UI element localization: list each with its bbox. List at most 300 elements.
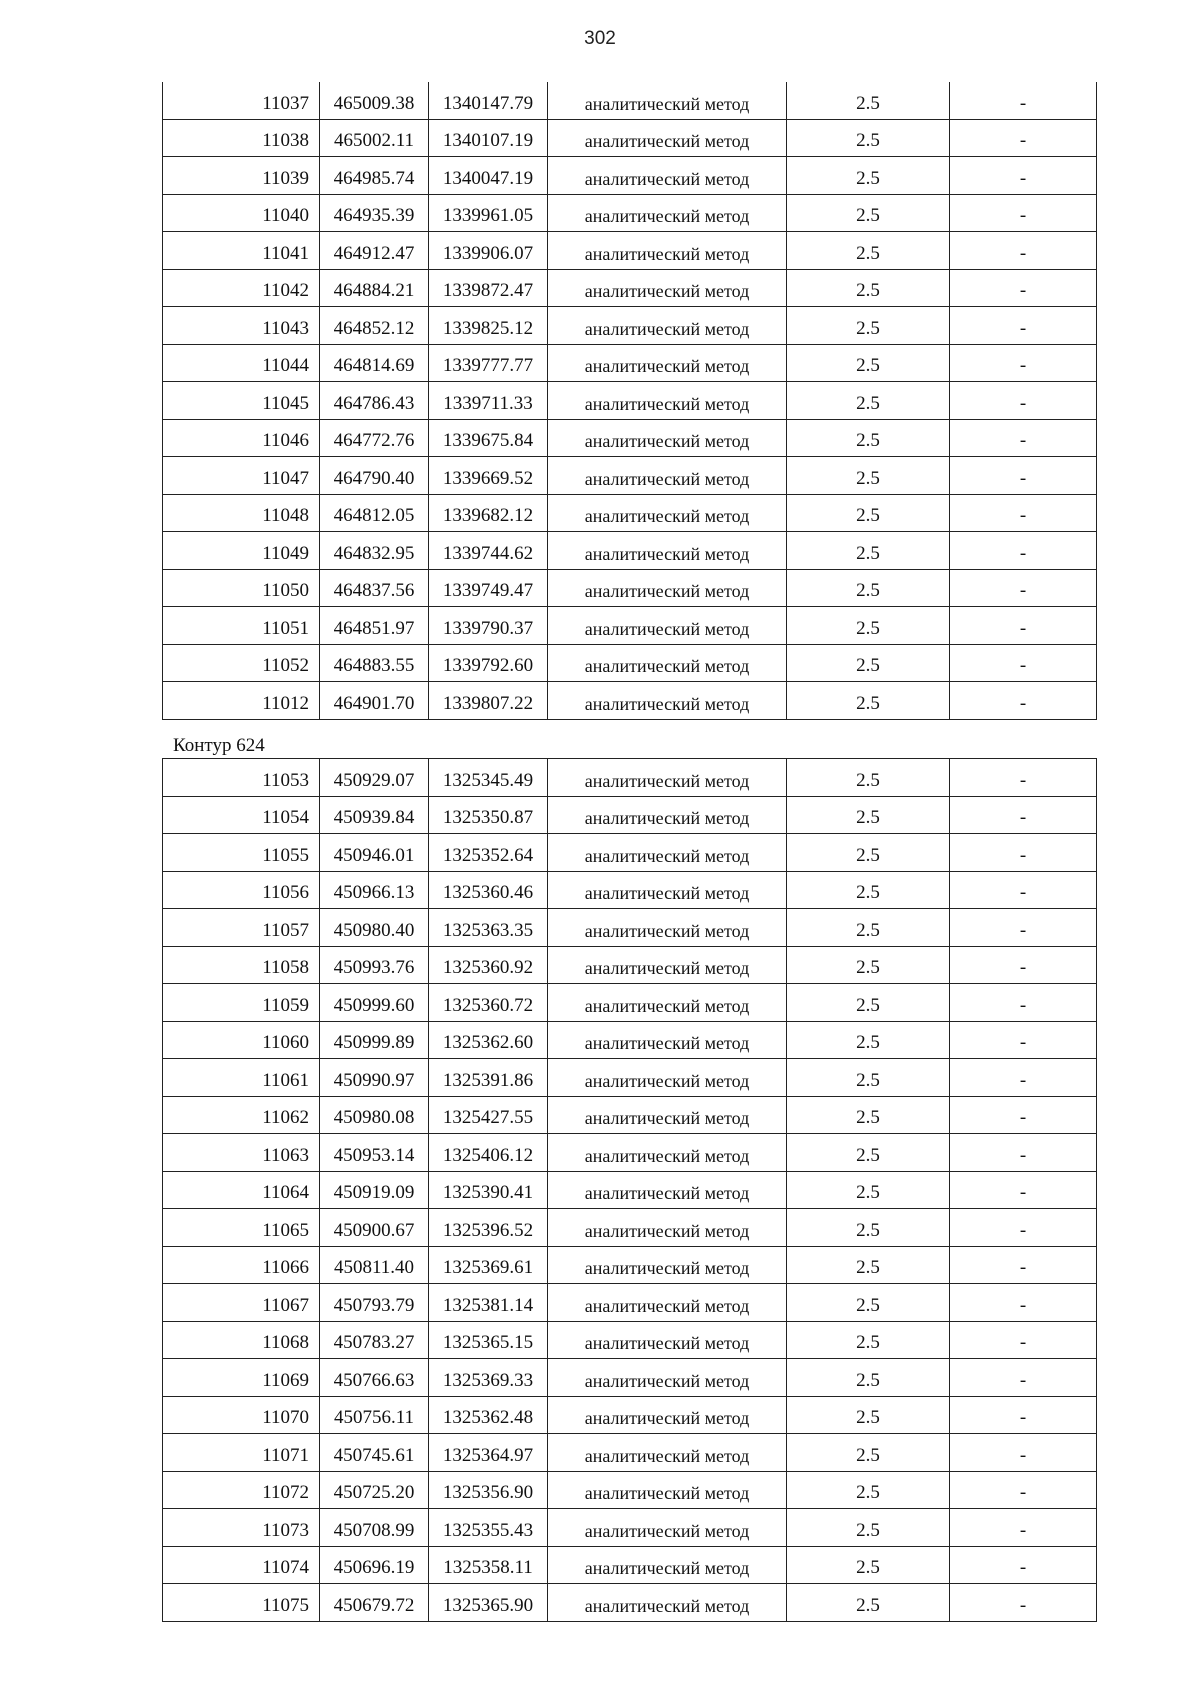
point-number-cell: [163, 1246, 320, 1284]
table-row: [163, 1434, 1097, 1472]
accuracy-cell: [787, 1546, 950, 1584]
x-coordinate-cell-text: 464901.70: [333, 692, 415, 714]
table-row: [163, 569, 1097, 607]
table-row: [163, 344, 1097, 382]
note-cell-text: -: [1019, 1144, 1027, 1166]
x-coordinate-cell-text: 450783.27: [333, 1332, 415, 1353]
y-coordinate-cell-text: 1325369.33: [442, 1369, 534, 1391]
y-coordinate-cell-text: 1325396.52: [442, 1219, 534, 1241]
accuracy-cell-text: 2.5: [856, 1332, 880, 1353]
note-cell: [950, 1209, 1097, 1247]
y-coordinate-cell: [429, 1059, 548, 1097]
y-coordinate-cell-text: 1339777.77: [442, 355, 534, 376]
note-cell-text: -: [1019, 844, 1027, 866]
point-number-cell-text: 11049: [262, 542, 309, 564]
accuracy-cell-text: 2.5: [856, 919, 880, 941]
contour-label: Контур 624: [173, 735, 265, 756]
accuracy-cell: [787, 796, 950, 834]
method-cell: [548, 834, 787, 872]
note-cell: [950, 1021, 1097, 1059]
note-cell: [950, 607, 1097, 645]
accuracy-cell: [787, 344, 950, 382]
point-number-cell-text: 11067: [262, 1294, 309, 1316]
table-row: [163, 1059, 1097, 1097]
method-cell-text: аналитический метод: [584, 581, 750, 601]
accuracy-cell: [787, 1096, 950, 1134]
x-coordinate-cell-text: 464832.95: [333, 542, 415, 564]
x-coordinate-cell: [320, 1396, 429, 1434]
x-coordinate-cell-text: 450999.89: [333, 1032, 415, 1053]
y-coordinate-cell-text: 1325365.90: [442, 1594, 534, 1616]
point-number-cell: [163, 1096, 320, 1134]
method-cell: [548, 119, 787, 157]
method-cell-text: аналитический метод: [584, 1070, 750, 1091]
note-cell: [950, 796, 1097, 834]
accuracy-cell-text: 2.5: [856, 1069, 880, 1091]
accuracy-cell-text: 2.5: [856, 1294, 880, 1316]
accuracy-cell: [787, 1059, 950, 1097]
point-number-cell-text: 11037: [262, 92, 309, 114]
point-number-cell: [163, 946, 320, 984]
table-row: [163, 1209, 1097, 1247]
point-number-cell-text: 11068: [262, 1332, 309, 1353]
accuracy-cell: [787, 1396, 950, 1434]
accuracy-cell: [787, 532, 950, 570]
y-coordinate-cell-text: 1325360.46: [442, 882, 534, 903]
x-coordinate-cell-text: 464935.39: [333, 205, 415, 226]
method-cell: [548, 1471, 787, 1509]
y-coordinate-cell-text: 1339682.12: [442, 505, 534, 526]
method-cell-text: аналитический метод: [584, 1145, 750, 1166]
method-cell-text: аналитический метод: [584, 131, 750, 151]
accuracy-cell: [787, 1509, 950, 1547]
x-coordinate-cell-text: 450696.19: [333, 1557, 415, 1578]
y-coordinate-cell: [429, 1471, 548, 1509]
x-coordinate-cell: [320, 1134, 429, 1172]
y-coordinate-cell-text: 1325427.55: [442, 1107, 534, 1128]
method-cell-text: аналитический метод: [584, 1220, 750, 1241]
x-coordinate-cell-text: 464852.12: [333, 317, 415, 339]
point-number-cell: [163, 682, 320, 720]
note-cell-text: -: [1019, 1369, 1027, 1391]
accuracy-cell-text: 2.5: [856, 1257, 880, 1278]
point-number-cell: [163, 1284, 320, 1322]
point-number-cell: [163, 307, 320, 345]
table-row: [163, 1284, 1097, 1322]
method-cell: [548, 269, 787, 307]
point-number-cell-text: 11056: [262, 882, 309, 903]
method-cell: [548, 82, 787, 119]
x-coordinate-cell-text: 450953.14: [333, 1144, 415, 1166]
point-number-cell-text: 11066: [262, 1257, 309, 1278]
point-number-cell: [163, 382, 320, 420]
point-number-cell-text: 11040: [262, 205, 309, 226]
note-cell-text: -: [1019, 655, 1027, 676]
y-coordinate-cell: [429, 532, 548, 570]
accuracy-cell-text: 2.5: [856, 205, 880, 226]
point-number-cell: [163, 1359, 320, 1397]
x-coordinate-cell: [320, 644, 429, 682]
note-cell: [950, 946, 1097, 984]
accuracy-cell: [787, 569, 950, 607]
table-row: [163, 682, 1097, 720]
method-cell: [548, 607, 787, 645]
x-coordinate-cell-text: 464837.56: [333, 580, 415, 601]
x-coordinate-cell-text: 464985.74: [333, 167, 415, 189]
x-coordinate-cell-text: 450980.40: [333, 919, 415, 941]
method-cell-text: аналитический метод: [584, 168, 750, 189]
accuracy-cell: [787, 1471, 950, 1509]
y-coordinate-cell: [429, 1209, 548, 1247]
accuracy-cell-text: 2.5: [856, 1369, 880, 1391]
point-number-cell-text: 11048: [262, 505, 309, 526]
note-cell: [950, 382, 1097, 420]
note-cell-text: -: [1019, 280, 1027, 301]
accuracy-cell-text: 2.5: [856, 994, 880, 1016]
note-cell: [950, 1246, 1097, 1284]
point-number-cell: [163, 269, 320, 307]
accuracy-cell-text: 2.5: [856, 1219, 880, 1241]
accuracy-cell-text: 2.5: [856, 882, 880, 903]
x-coordinate-cell: [320, 909, 429, 947]
method-cell: [548, 457, 787, 495]
y-coordinate-cell-text: 1339961.05: [442, 205, 534, 226]
point-number-cell: [163, 494, 320, 532]
y-coordinate-cell: [429, 307, 548, 345]
y-coordinate-cell-text: 1325362.48: [442, 1407, 534, 1428]
x-coordinate-cell: [320, 494, 429, 532]
point-number-cell-text: 11044: [262, 355, 309, 376]
x-coordinate-cell-text: 450811.40: [333, 1257, 415, 1278]
x-coordinate-cell: [320, 1359, 429, 1397]
point-number-cell-text: 11051: [262, 617, 309, 639]
y-coordinate-cell-text: 1339906.07: [442, 242, 534, 264]
method-cell: [548, 682, 787, 720]
table-row: [163, 1021, 1097, 1059]
y-coordinate-cell-text: 1325363.35: [442, 919, 534, 941]
y-coordinate-cell-text: 1339792.60: [442, 655, 534, 676]
page-number: 302: [584, 28, 616, 49]
x-coordinate-cell: [320, 796, 429, 834]
x-coordinate-cell: [320, 569, 429, 607]
y-coordinate-cell: [429, 1321, 548, 1359]
note-cell: [950, 82, 1097, 119]
method-cell-text: аналитический метод: [584, 920, 750, 941]
table-row: [163, 759, 1097, 797]
note-cell: [950, 759, 1097, 797]
point-number-cell: [163, 232, 320, 270]
y-coordinate-cell: [429, 569, 548, 607]
accuracy-cell-text: 2.5: [856, 1557, 880, 1578]
accuracy-cell-text: 2.5: [856, 280, 880, 301]
x-coordinate-cell-text: 464786.43: [333, 392, 415, 414]
point-number-cell: [163, 119, 320, 157]
method-cell: [548, 1509, 787, 1547]
y-coordinate-cell: [429, 607, 548, 645]
note-cell: [950, 834, 1097, 872]
accuracy-cell: [787, 1359, 950, 1397]
x-coordinate-cell: [320, 1471, 429, 1509]
y-coordinate-cell: [429, 1359, 548, 1397]
point-number-cell: [163, 569, 320, 607]
method-cell: [548, 796, 787, 834]
note-cell: [950, 1059, 1097, 1097]
note-cell-text: -: [1019, 1519, 1027, 1541]
method-cell: [548, 1359, 787, 1397]
accuracy-cell: [787, 1321, 950, 1359]
accuracy-cell-text: 2.5: [856, 1032, 880, 1053]
method-cell: [548, 382, 787, 420]
y-coordinate-cell: [429, 1096, 548, 1134]
method-cell-text: аналитический метод: [584, 770, 750, 791]
y-coordinate-cell-text: 1339807.22: [442, 692, 534, 714]
method-cell-text: аналитический метод: [584, 1483, 750, 1503]
note-cell: [950, 1434, 1097, 1472]
accuracy-cell-text: 2.5: [856, 769, 880, 791]
method-cell: [548, 494, 787, 532]
y-coordinate-cell: [429, 796, 548, 834]
accuracy-cell: [787, 1021, 950, 1059]
table-row: [163, 82, 1097, 119]
method-cell-text: аналитический метод: [584, 618, 750, 639]
table-row: [163, 1246, 1097, 1284]
x-coordinate-cell-text: 464812.05: [333, 505, 415, 526]
x-coordinate-cell-text: 465002.11: [333, 130, 415, 151]
note-cell-text: -: [1019, 355, 1027, 376]
method-cell-text: аналитический метод: [584, 393, 750, 414]
accuracy-cell-text: 2.5: [856, 392, 880, 414]
accuracy-cell-text: 2.5: [856, 1144, 880, 1166]
point-number-cell: [163, 1396, 320, 1434]
point-number-cell: [163, 1059, 320, 1097]
x-coordinate-cell-text: 450725.20: [333, 1482, 415, 1503]
method-cell: [548, 1284, 787, 1322]
accuracy-cell-text: 2.5: [856, 807, 880, 828]
table-row: [163, 1471, 1097, 1509]
accuracy-cell: [787, 759, 950, 797]
table-row: [163, 1546, 1097, 1584]
accuracy-cell: [787, 1434, 950, 1472]
method-cell-text: аналитический метод: [584, 281, 750, 301]
x-coordinate-cell-text: 450939.84: [333, 807, 415, 828]
point-number-cell-text: 11055: [262, 844, 309, 866]
y-coordinate-cell-text: 1325381.14: [442, 1294, 534, 1316]
accuracy-cell-text: 2.5: [856, 1482, 880, 1503]
note-cell: [950, 1584, 1097, 1622]
method-cell-text: аналитический метод: [584, 693, 750, 714]
y-coordinate-cell: [429, 82, 548, 119]
x-coordinate-cell: [320, 984, 429, 1022]
table-row: [163, 1584, 1097, 1622]
accuracy-cell: [787, 119, 950, 157]
y-coordinate-cell-text: 1339749.47: [442, 580, 534, 601]
method-cell-text: аналитический метод: [584, 1333, 750, 1353]
point-number-cell: [163, 532, 320, 570]
method-cell: [548, 1546, 787, 1584]
accuracy-cell: [787, 871, 950, 909]
note-cell-text: -: [1019, 882, 1027, 903]
method-cell: [548, 644, 787, 682]
x-coordinate-cell: [320, 834, 429, 872]
x-coordinate-cell: [320, 759, 429, 797]
x-coordinate-cell: [320, 269, 429, 307]
y-coordinate-cell: [429, 1584, 548, 1622]
y-coordinate-cell-text: 1339790.37: [442, 617, 534, 639]
y-coordinate-cell-text: 1339872.47: [442, 280, 534, 301]
table-row: [163, 871, 1097, 909]
method-cell: [548, 419, 787, 457]
point-number-cell-text: 11061: [262, 1069, 309, 1091]
note-cell: [950, 984, 1097, 1022]
note-cell: [950, 1321, 1097, 1359]
accuracy-cell-text: 2.5: [856, 1519, 880, 1541]
table-row: [163, 494, 1097, 532]
accuracy-cell-text: 2.5: [856, 130, 880, 151]
method-cell: [548, 1096, 787, 1134]
point-number-cell-text: 11074: [262, 1557, 309, 1578]
method-cell-text: аналитический метод: [584, 1595, 750, 1616]
x-coordinate-cell: [320, 1021, 429, 1059]
method-cell: [548, 344, 787, 382]
point-number-cell-text: 11050: [262, 580, 309, 601]
x-coordinate-cell-text: 450900.67: [333, 1219, 415, 1241]
y-coordinate-cell-text: 1339825.12: [442, 317, 534, 339]
y-coordinate-cell: [429, 1284, 548, 1322]
point-number-cell: [163, 344, 320, 382]
note-cell: [950, 1134, 1097, 1172]
note-cell: [950, 1359, 1097, 1397]
table-row: [163, 307, 1097, 345]
method-cell-text: аналитический метод: [584, 468, 750, 489]
note-cell: [950, 1284, 1097, 1322]
point-number-cell: [163, 1134, 320, 1172]
note-cell-text: -: [1019, 317, 1027, 339]
note-cell-text: -: [1019, 430, 1027, 451]
note-cell-text: -: [1019, 1257, 1027, 1278]
note-cell-text: -: [1019, 205, 1027, 226]
note-cell-text: -: [1019, 542, 1027, 564]
note-cell-text: -: [1019, 1182, 1027, 1203]
method-cell: [548, 1396, 787, 1434]
accuracy-cell: [787, 382, 950, 420]
accuracy-cell: [787, 644, 950, 682]
accuracy-cell-text: 2.5: [856, 1444, 880, 1466]
x-coordinate-cell: [320, 607, 429, 645]
y-coordinate-cell-text: 1325350.87: [442, 807, 534, 828]
y-coordinate-cell-text: 1325391.86: [442, 1069, 534, 1091]
note-cell-text: -: [1019, 505, 1027, 526]
x-coordinate-cell-text: 450756.11: [333, 1407, 415, 1428]
note-cell: [950, 532, 1097, 570]
method-cell-text: аналитический метод: [584, 1558, 750, 1578]
method-cell-text: аналитический метод: [584, 318, 750, 339]
y-coordinate-cell-text: 1340047.19: [442, 167, 534, 189]
accuracy-cell-text: 2.5: [856, 467, 880, 489]
point-number-cell: [163, 157, 320, 195]
accuracy-cell: [787, 984, 950, 1022]
note-cell-text: -: [1019, 807, 1027, 828]
table-row: [163, 1359, 1097, 1397]
accuracy-cell-text: 2.5: [856, 317, 880, 339]
x-coordinate-cell-text: 450993.76: [333, 957, 415, 978]
accuracy-cell: [787, 419, 950, 457]
accuracy-cell: [787, 157, 950, 195]
x-coordinate-cell: [320, 871, 429, 909]
accuracy-cell: [787, 682, 950, 720]
y-coordinate-cell: [429, 157, 548, 195]
method-cell: [548, 946, 787, 984]
accuracy-cell-text: 2.5: [856, 92, 880, 114]
note-cell: [950, 307, 1097, 345]
note-cell-text: -: [1019, 994, 1027, 1016]
y-coordinate-cell: [429, 1246, 548, 1284]
y-coordinate-cell: [429, 1434, 548, 1472]
table-row: [163, 909, 1097, 947]
note-cell: [950, 194, 1097, 232]
x-coordinate-cell: [320, 532, 429, 570]
y-coordinate-cell-text: 1325406.12: [442, 1144, 534, 1166]
point-number-cell-text: 11057: [262, 919, 309, 941]
y-coordinate-cell: [429, 644, 548, 682]
y-coordinate-cell-text: 1339711.33: [443, 392, 533, 414]
y-coordinate-cell-text: 1325345.49: [442, 769, 534, 791]
point-number-cell: [163, 1471, 320, 1509]
x-coordinate-cell: [320, 119, 429, 157]
note-cell: [950, 871, 1097, 909]
note-cell: [950, 1396, 1097, 1434]
y-coordinate-cell: [429, 834, 548, 872]
y-coordinate-cell-text: 1325365.15: [442, 1332, 534, 1353]
y-coordinate-cell: [429, 1509, 548, 1547]
note-cell-text: -: [1019, 919, 1027, 941]
note-cell-text: -: [1019, 1482, 1027, 1503]
accuracy-cell-text: 2.5: [856, 542, 880, 564]
x-coordinate-cell-text: 464884.21: [333, 280, 415, 301]
method-cell-text: аналитический метод: [584, 1408, 750, 1428]
method-cell: [548, 1171, 787, 1209]
point-number-cell: [163, 1509, 320, 1547]
point-number-cell: [163, 457, 320, 495]
table-row: [163, 796, 1097, 834]
note-cell: [950, 157, 1097, 195]
y-coordinate-cell: [429, 871, 548, 909]
x-coordinate-cell: [320, 419, 429, 457]
note-cell: [950, 1171, 1097, 1209]
y-coordinate-cell-text: 1325360.92: [442, 957, 534, 978]
point-number-cell-text: 11053: [262, 769, 309, 791]
point-number-cell-text: 11062: [262, 1107, 309, 1128]
note-cell-text: -: [1019, 1332, 1027, 1353]
note-cell-text: -: [1019, 769, 1027, 791]
x-coordinate-cell-text: 450919.09: [333, 1182, 415, 1203]
point-number-cell-text: 11052: [262, 655, 309, 676]
method-cell-text: аналитический метод: [584, 431, 750, 451]
accuracy-cell: [787, 1209, 950, 1247]
accuracy-cell: [787, 1246, 950, 1284]
table-row: [163, 607, 1097, 645]
point-number-cell: [163, 82, 320, 119]
point-number-cell: [163, 759, 320, 797]
point-number-cell-text: 11039: [262, 167, 309, 189]
y-coordinate-cell-text: 1325362.60: [442, 1032, 534, 1053]
point-number-cell: [163, 644, 320, 682]
x-coordinate-cell: [320, 946, 429, 984]
note-cell-text: -: [1019, 92, 1027, 114]
table-row: [163, 1171, 1097, 1209]
x-coordinate-cell: [320, 1546, 429, 1584]
note-cell-text: -: [1019, 1032, 1027, 1053]
method-cell-text: аналитический метод: [584, 506, 750, 526]
